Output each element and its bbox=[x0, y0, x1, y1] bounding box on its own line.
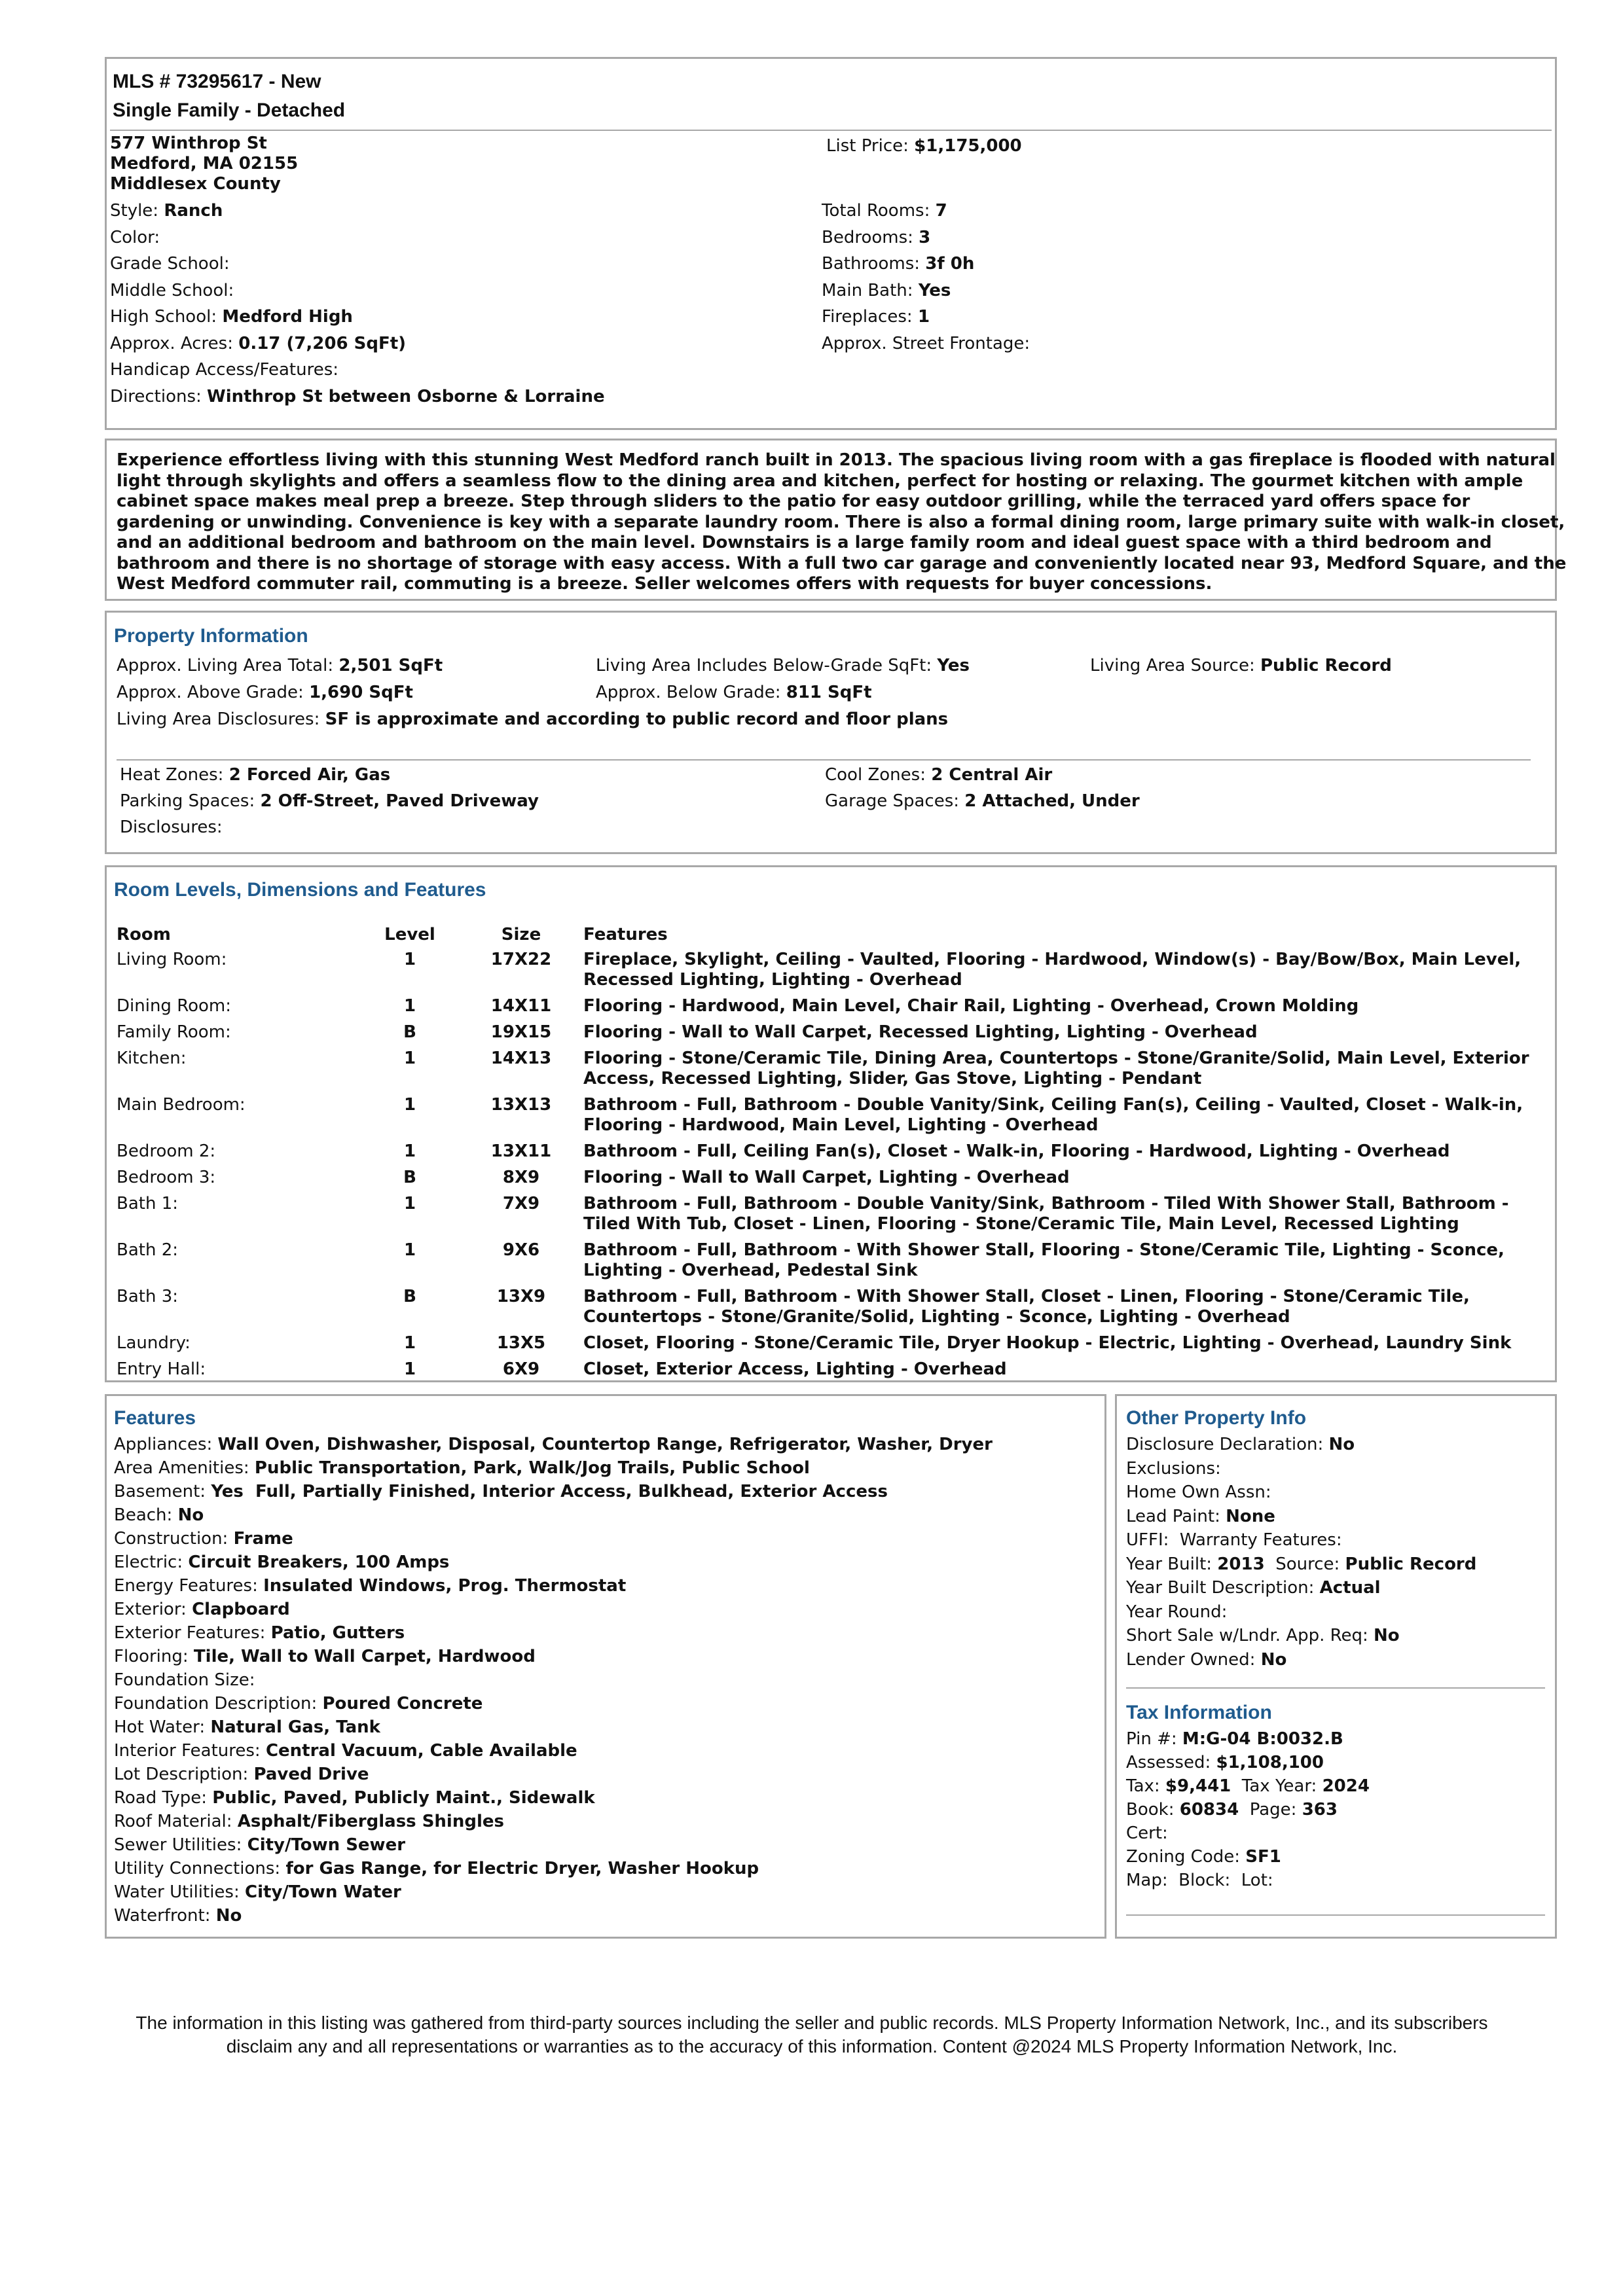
tax-label: Tax: bbox=[1126, 1776, 1165, 1796]
feature-label: Water Utilities: bbox=[114, 1882, 246, 1902]
info-label: UFFI: Warranty Features: bbox=[1126, 1530, 1342, 1550]
list-item bbox=[1126, 1869, 1545, 1893]
disclosures bbox=[120, 816, 223, 838]
room-level: 1 bbox=[403, 1194, 416, 1213]
feature-label: Lot Description: bbox=[114, 1765, 254, 1784]
room-level: 1 bbox=[403, 1095, 416, 1115]
info-label: Year Built Description: bbox=[1126, 1578, 1320, 1598]
field-value: 2 Central Air bbox=[931, 765, 1053, 785]
tax-value: $9,441 bbox=[1165, 1776, 1231, 1796]
room-features: Flooring - Wall to Wall Carpet, Lighting - Overhead bbox=[583, 1168, 1070, 1187]
room-size: 9X6 bbox=[502, 1240, 540, 1260]
summary-value: 1 bbox=[917, 307, 930, 327]
feature-value: Paved Drive bbox=[253, 1765, 369, 1784]
feature-value: No bbox=[215, 1906, 242, 1926]
summary-row bbox=[110, 386, 817, 412]
tax-info-list bbox=[1126, 1728, 1545, 1893]
room-name: Main Bedroom: bbox=[117, 1095, 246, 1115]
listing-type: Single Family - Detached bbox=[113, 99, 346, 121]
field-value: 2 Off-Street, Paved Driveway bbox=[260, 791, 539, 811]
field-value: 2,501 SqFt bbox=[338, 656, 443, 675]
feature-value: Insulated Windows, Prog. Thermostat bbox=[263, 1576, 627, 1596]
summary-row bbox=[822, 306, 1542, 332]
list-item bbox=[1126, 1505, 1545, 1530]
room-size: 19X15 bbox=[490, 1022, 552, 1042]
feature-value: Central Vacuum, Cable Available bbox=[265, 1741, 577, 1761]
room-level: 1 bbox=[403, 1049, 416, 1068]
room-name: Kitchen: bbox=[117, 1049, 187, 1068]
room-level: B bbox=[403, 1022, 416, 1042]
tax-label: Assessed: bbox=[1126, 1753, 1216, 1772]
other-info-title: Other Property Info bbox=[1126, 1407, 1307, 1429]
living-area-disclosures bbox=[117, 708, 948, 730]
info-value: Actual bbox=[1319, 1578, 1381, 1598]
table-row bbox=[117, 1287, 1554, 1333]
summary-label: Color: bbox=[110, 227, 160, 247]
room-features: Bathroom - Full, Bathroom - With Shower Stall, Closet - Linen, Flooring - Stone/Ceramic Tile, Countertops - Stone/Granite/Solid, Lighting - Sconce, Lighting - Overhead bbox=[583, 1287, 1470, 1327]
feature-label: Construction: bbox=[114, 1529, 234, 1549]
rooms-header-row bbox=[117, 925, 1554, 950]
parking-spaces bbox=[120, 790, 539, 812]
list-item bbox=[1126, 1751, 1545, 1775]
feature-value: Poured Concrete bbox=[322, 1694, 483, 1713]
room-level: B bbox=[403, 1287, 416, 1306]
info-value: No bbox=[1374, 1626, 1400, 1645]
tax-bottom-divider bbox=[1126, 1914, 1545, 1916]
feature-label: Exterior Features: bbox=[114, 1623, 271, 1643]
tax-info-title: Tax Information bbox=[1126, 1702, 1272, 1723]
table-row bbox=[117, 996, 1554, 1022]
summary-value: 3f 0h bbox=[925, 254, 975, 274]
feature-label: Foundation Description: bbox=[114, 1694, 323, 1713]
table-row bbox=[117, 1022, 1554, 1049]
list-item bbox=[114, 1528, 1096, 1551]
feature-label: Flooring: bbox=[114, 1647, 194, 1666]
feature-value: Asphalt/Fiberglass Shingles bbox=[237, 1812, 504, 1831]
features-title: Features bbox=[114, 1407, 196, 1429]
feature-label: Road Type: bbox=[114, 1788, 213, 1808]
below-grade-included bbox=[596, 655, 970, 677]
tax-label: Page: bbox=[1239, 1800, 1302, 1820]
feature-value: Patio, Gutters bbox=[270, 1623, 405, 1643]
list-item bbox=[1126, 1458, 1545, 1482]
table-row bbox=[117, 1049, 1554, 1095]
list-item bbox=[114, 1480, 1096, 1504]
list-item bbox=[114, 1669, 1096, 1693]
rooms-table bbox=[117, 925, 1554, 1386]
list-item bbox=[1126, 1577, 1545, 1601]
room-size: 6X9 bbox=[502, 1359, 540, 1379]
feature-label: Basement: bbox=[114, 1482, 211, 1501]
rooms-title: Room Levels, Dimensions and Features bbox=[114, 879, 486, 901]
list-item bbox=[114, 1693, 1096, 1716]
list-item bbox=[114, 1857, 1096, 1881]
table-row bbox=[117, 1141, 1554, 1168]
tax-value: 60834 bbox=[1179, 1800, 1239, 1820]
disclaimer-line-2: disclaim any and all representations or warranties as to the accuracy of this information. Content @2024 MLS Property Information Network, Inc. bbox=[226, 2036, 1398, 2056]
room-name: Living Room: bbox=[117, 950, 227, 969]
table-row bbox=[117, 1333, 1554, 1359]
list-item bbox=[114, 1504, 1096, 1528]
tax-label: Zoning Code: bbox=[1126, 1847, 1246, 1867]
room-features: Flooring - Hardwood, Main Level, Chair Rail, Lighting - Overhead, Crown Molding bbox=[583, 996, 1359, 1016]
info-value: Public Record bbox=[1345, 1554, 1477, 1574]
property-info-divider bbox=[117, 759, 1531, 761]
summary-label: Middle School: bbox=[110, 280, 234, 300]
info-value: 2013 bbox=[1217, 1554, 1265, 1574]
table-row bbox=[117, 1194, 1554, 1240]
summary-value: Yes bbox=[918, 280, 951, 300]
col-features: Features bbox=[583, 925, 668, 944]
room-level: 1 bbox=[403, 1141, 416, 1161]
feature-label: Interior Features: bbox=[114, 1741, 266, 1761]
summary-value: 7 bbox=[935, 201, 947, 221]
room-name: Bedroom 3: bbox=[117, 1168, 216, 1187]
list-item bbox=[114, 1834, 1096, 1857]
property-info-title: Property Information bbox=[114, 625, 308, 647]
table-row bbox=[117, 1240, 1554, 1287]
feature-label: Energy Features: bbox=[114, 1576, 264, 1596]
tax-label: Map: Block: Lot: bbox=[1126, 1871, 1273, 1890]
summary-row bbox=[110, 332, 817, 359]
feature-label: Exterior: bbox=[114, 1600, 192, 1619]
room-features: Bathroom - Full, Bathroom - With Shower Stall, Flooring - Stone/Ceramic Tile, Lighting - Sconce, Lighting - Overhead, Pedestal Sink bbox=[583, 1240, 1504, 1280]
tax-label: Cert: bbox=[1126, 1823, 1168, 1843]
room-size: 8X9 bbox=[502, 1168, 540, 1187]
list-item bbox=[114, 1433, 1096, 1457]
summary-value: Ranch bbox=[164, 201, 223, 221]
room-features: Closet, Exterior Access, Lighting - Overhead bbox=[583, 1359, 1007, 1379]
feature-value: Wall Oven, Dishwasher, Disposal, Countertop Range, Refrigerator, Washer, Dryer bbox=[217, 1435, 993, 1454]
summary-label: Approx. Street Frontage: bbox=[822, 333, 1030, 353]
list-price-value: $1,175,000 bbox=[914, 136, 1022, 156]
room-name: Bedroom 2: bbox=[117, 1141, 216, 1161]
info-label: Short Sale w/Lndr. App. Req: bbox=[1126, 1626, 1374, 1645]
feature-value: No bbox=[177, 1505, 204, 1525]
info-value: None bbox=[1226, 1506, 1275, 1526]
field-value: Public Record bbox=[1260, 656, 1392, 675]
feature-label: Area Amenities: bbox=[114, 1458, 255, 1478]
summary-row bbox=[110, 253, 817, 279]
room-size: 17X22 bbox=[490, 950, 552, 969]
feature-value: Frame bbox=[233, 1529, 293, 1549]
list-item bbox=[1126, 1728, 1545, 1751]
info-label: Exclusions: bbox=[1126, 1458, 1221, 1479]
room-name: Family Room: bbox=[117, 1022, 231, 1042]
summary-value: 0.17 (7,206 SqFt) bbox=[238, 333, 407, 353]
list-item bbox=[1126, 1822, 1545, 1846]
summary-left-list bbox=[110, 200, 817, 412]
tax-label: Pin #: bbox=[1126, 1729, 1182, 1749]
info-label: Disclosure Declaration: bbox=[1126, 1435, 1329, 1454]
room-features: Bathroom - Full, Ceiling Fan(s), Closet - Walk-in, Flooring - Hardwood, Lighting - Overhead bbox=[583, 1141, 1450, 1161]
list-item bbox=[114, 1622, 1096, 1645]
room-size: 13X5 bbox=[496, 1333, 546, 1353]
summary-label: Style: bbox=[110, 201, 164, 221]
field-value: Yes bbox=[937, 656, 970, 675]
feature-value: Yes Full, Partially Finished, Interior Access, Bulkhead, Exterior Access bbox=[211, 1482, 888, 1501]
list-item bbox=[114, 1905, 1096, 1928]
header-divider bbox=[110, 130, 1552, 131]
tax-value: 363 bbox=[1302, 1800, 1338, 1820]
list-item bbox=[114, 1740, 1096, 1763]
list-item bbox=[1126, 1529, 1545, 1553]
list-item bbox=[114, 1763, 1096, 1787]
summary-row bbox=[110, 306, 817, 332]
feature-label: Beach: bbox=[114, 1505, 178, 1525]
field-label: Garage Spaces: bbox=[825, 791, 965, 811]
below-grade bbox=[596, 681, 872, 704]
summary-row bbox=[110, 279, 817, 306]
field-label: Approx. Above Grade: bbox=[117, 683, 310, 702]
col-level: Level bbox=[384, 925, 435, 944]
list-item bbox=[1126, 1624, 1545, 1649]
field-value: 2 Forced Air, Gas bbox=[228, 765, 391, 785]
info-label: Year Built: bbox=[1126, 1554, 1218, 1574]
features-list bbox=[114, 1433, 1096, 1928]
feature-value: City/Town Sewer bbox=[247, 1835, 406, 1855]
room-features: Closet, Flooring - Stone/Ceramic Tile, Dryer Hookup - Electric, Lighting - Overhead, Laundry Sink bbox=[583, 1333, 1512, 1353]
room-features: Bathroom - Full, Bathroom - Double Vanity/Sink, Ceiling Fan(s), Ceiling - Vaulted, Closet - Walk-in, Flooring - Hardwood, Main Level, Lighting - Overhead bbox=[583, 1095, 1523, 1135]
feature-value: Tile, Wall to Wall Carpet, Hardwood bbox=[193, 1647, 536, 1666]
room-size: 13X11 bbox=[490, 1141, 552, 1161]
summary-row bbox=[110, 200, 817, 226]
room-features: Flooring - Stone/Ceramic Tile, Dining Area, Countertops - Stone/Granite/Solid, Main Level, Exterior Access, Recessed Lighting, Slider, Gas Stove, Lighting - Pendant bbox=[583, 1049, 1529, 1088]
room-level: B bbox=[403, 1168, 416, 1187]
field-value: 2 Attached, Under bbox=[964, 791, 1140, 811]
room-features: Fireplace, Skylight, Ceiling - Vaulted, Flooring - Hardwood, Window(s) - Bay/Bow/Box, Main Level, Recessed Lighting, Lighting - Overhead bbox=[583, 950, 1522, 990]
field-label: Approx. Living Area Total: bbox=[117, 656, 339, 675]
summary-label: Grade School: bbox=[110, 254, 230, 274]
summary-label: Main Bath: bbox=[822, 280, 919, 300]
list-item bbox=[1126, 1649, 1545, 1673]
field-label: Living Area Includes Below-Grade SqFt: bbox=[596, 656, 938, 675]
room-size: 14X13 bbox=[490, 1049, 552, 1068]
list-item bbox=[114, 1598, 1096, 1622]
feature-label: Sewer Utilities: bbox=[114, 1835, 247, 1855]
summary-value: Medford High bbox=[222, 307, 353, 327]
room-level: 1 bbox=[403, 950, 416, 969]
summary-value: 3 bbox=[919, 227, 931, 247]
info-label: Lead Paint: bbox=[1126, 1506, 1226, 1526]
list-item bbox=[114, 1551, 1096, 1575]
garage-spaces bbox=[825, 790, 1140, 812]
summary-row bbox=[822, 332, 1542, 359]
list-item bbox=[1126, 1846, 1545, 1869]
summary-label: Fireplaces: bbox=[822, 307, 918, 327]
feature-label: Utility Connections: bbox=[114, 1859, 286, 1878]
col-room: Room bbox=[117, 925, 171, 944]
summary-value: Winthrop St between Osborne & Lorraine bbox=[207, 386, 605, 406]
disclaimer-line-1: The information in this listing was gathered from third-party sources including the seller and public records. MLS Property Information Network, Inc., and its subscribers bbox=[136, 2013, 1488, 2033]
list-item bbox=[1126, 1481, 1545, 1505]
summary-row bbox=[822, 279, 1542, 306]
room-name: Entry Hall: bbox=[117, 1359, 206, 1379]
living-area-source bbox=[1090, 655, 1392, 677]
above-grade bbox=[117, 681, 413, 704]
room-level: 1 bbox=[403, 1333, 416, 1353]
feature-value: for Gas Range, for Electric Dryer, Washer Hookup bbox=[285, 1859, 759, 1878]
field-value: 811 SqFt bbox=[786, 683, 872, 702]
room-name: Bath 3: bbox=[117, 1287, 179, 1306]
cool-zones bbox=[825, 764, 1052, 786]
feature-value: Circuit Breakers, 100 Amps bbox=[188, 1552, 450, 1572]
room-size: 13X13 bbox=[490, 1095, 552, 1115]
feature-value: Natural Gas, Tank bbox=[210, 1717, 380, 1737]
address-street: 577 Winthrop St bbox=[110, 134, 267, 153]
field-value: SF is approximate and according to public record and floor plans bbox=[325, 709, 949, 729]
room-features: Bathroom - Full, Bathroom - Double Vanity/Sink, Bathroom - Tiled With Shower Stall, Bathroom - Tiled With Tub, Closet - Linen, Flooring - Stone/Ceramic Tile, Main Level, Recessed Lighting bbox=[583, 1194, 1509, 1234]
feature-value: Public, Paved, Publicly Maint., Sidewalk bbox=[212, 1788, 595, 1808]
tax-value: M:G-04 B:0032.B bbox=[1182, 1729, 1343, 1749]
tax-value: 2024 bbox=[1322, 1776, 1370, 1796]
field-label: Parking Spaces: bbox=[120, 791, 261, 811]
info-label: Home Own Assn: bbox=[1126, 1482, 1271, 1502]
summary-label: Total Rooms: bbox=[822, 201, 936, 221]
room-level: 1 bbox=[403, 1359, 416, 1379]
summary-row bbox=[822, 200, 1542, 226]
address-city: Medford, MA 02155 bbox=[110, 154, 299, 173]
field-label: Approx. Below Grade: bbox=[596, 683, 786, 702]
room-size: 14X11 bbox=[490, 996, 552, 1016]
info-value: No bbox=[1328, 1435, 1355, 1454]
table-row bbox=[117, 1359, 1554, 1386]
room-name: Laundry: bbox=[117, 1333, 191, 1353]
list-price-label: List Price: bbox=[826, 136, 915, 156]
summary-row bbox=[822, 226, 1542, 253]
field-label: Heat Zones: bbox=[120, 765, 229, 785]
col-size: Size bbox=[501, 925, 541, 944]
list-item bbox=[1126, 1553, 1545, 1577]
room-name: Bath 1: bbox=[117, 1194, 179, 1213]
feature-label: Appliances: bbox=[114, 1435, 218, 1454]
table-row bbox=[117, 950, 1554, 996]
list-item bbox=[1126, 1433, 1545, 1458]
feature-value: Public Transportation, Park, Walk/Jog Trails, Public School bbox=[254, 1458, 810, 1478]
list-item bbox=[1126, 1799, 1545, 1822]
summary-right-list bbox=[822, 200, 1542, 359]
room-features: Flooring - Wall to Wall Carpet, Recessed Lighting, Lighting - Overhead bbox=[583, 1022, 1258, 1042]
list-item bbox=[114, 1716, 1096, 1740]
summary-row bbox=[110, 359, 817, 386]
info-value: No bbox=[1260, 1649, 1287, 1670]
list-item bbox=[1126, 1775, 1545, 1799]
room-size: 7X9 bbox=[502, 1194, 540, 1213]
feature-value: City/Town Water bbox=[245, 1882, 401, 1902]
tax-value: SF1 bbox=[1245, 1847, 1281, 1867]
list-item bbox=[1126, 1601, 1545, 1625]
table-row bbox=[117, 1168, 1554, 1194]
room-level: 1 bbox=[403, 996, 416, 1016]
summary-label: Bedrooms: bbox=[822, 227, 919, 247]
field-label: Cool Zones: bbox=[825, 765, 932, 785]
heat-zones bbox=[120, 764, 390, 786]
list-item bbox=[114, 1457, 1096, 1480]
field-label: Living Area Source: bbox=[1090, 656, 1260, 675]
disclaimer-footer bbox=[98, 2011, 1525, 2058]
listing-title: MLS # 73295617 - New bbox=[113, 71, 321, 92]
property-info-box bbox=[105, 611, 1557, 854]
other-info-list bbox=[1126, 1433, 1545, 1672]
list-item bbox=[114, 1881, 1096, 1905]
tax-label: Book: bbox=[1126, 1800, 1180, 1820]
summary-label: High School: bbox=[110, 307, 223, 327]
field-label: Disclosures: bbox=[120, 817, 223, 837]
tax-divider bbox=[1126, 1687, 1545, 1689]
info-label: Source: bbox=[1264, 1554, 1345, 1574]
list-item bbox=[114, 1810, 1096, 1834]
room-size: 13X9 bbox=[496, 1287, 546, 1306]
table-row bbox=[117, 1095, 1554, 1141]
public-remarks: Experience effortless living with this stunning West Medford ranch built in 2013. The spacious living room with a gas fireplace is flooded with natural light through skylights and offers a seamless flow to the dining area and kitchen, perfect for hosting or relaxing. The gourmet kitchen with ample cabinet space makes meal prep a breeze. Step through sliders to the patio for easy outdoor grilling, while the terraced yard offers space for gardening or unwinding. Convenience is key with a separate laundry room. There is also a formal dining room, large primary suite with walk-in closet, and an additional bedroom and bathroom on the main level. Downstairs is a large family room and ideal guest space with a third bedroom and bathroom and there is no shortage of storage with easy access. With a full two car garage and conveniently located near 93, Medford Square, and the West Medford commuter rail, commuting is a breeze. Seller welcomes offers with requests for buyer concessions. bbox=[117, 450, 1567, 594]
list-price bbox=[826, 135, 1022, 157]
info-label: Lender Owned: bbox=[1126, 1649, 1261, 1670]
info-label: Year Round: bbox=[1126, 1602, 1228, 1622]
summary-label: Approx. Acres: bbox=[110, 333, 239, 353]
living-area-total bbox=[117, 655, 443, 677]
list-item bbox=[114, 1787, 1096, 1810]
feature-value: Clapboard bbox=[192, 1600, 290, 1619]
room-name: Bath 2: bbox=[117, 1240, 179, 1260]
feature-label: Roof Material: bbox=[114, 1812, 238, 1831]
room-level: 1 bbox=[403, 1240, 416, 1260]
tax-value: $1,108,100 bbox=[1216, 1753, 1324, 1772]
summary-label: Handicap Access/Features: bbox=[110, 360, 339, 380]
summary-label: Directions: bbox=[110, 386, 208, 406]
summary-row bbox=[822, 253, 1542, 279]
feature-label: Electric: bbox=[114, 1552, 189, 1572]
summary-row bbox=[110, 226, 817, 253]
room-name: Dining Room: bbox=[117, 996, 231, 1016]
address-county: Middlesex County bbox=[110, 174, 281, 194]
feature-label: Waterfront: bbox=[114, 1906, 216, 1926]
tax-label: Tax Year: bbox=[1231, 1776, 1322, 1796]
summary-label: Bathrooms: bbox=[822, 254, 926, 274]
list-item bbox=[114, 1575, 1096, 1598]
feature-label: Hot Water: bbox=[114, 1717, 211, 1737]
feature-label: Foundation Size: bbox=[114, 1670, 255, 1690]
field-label: Living Area Disclosures: bbox=[117, 709, 325, 729]
field-value: 1,690 SqFt bbox=[309, 683, 413, 702]
list-item bbox=[114, 1645, 1096, 1669]
